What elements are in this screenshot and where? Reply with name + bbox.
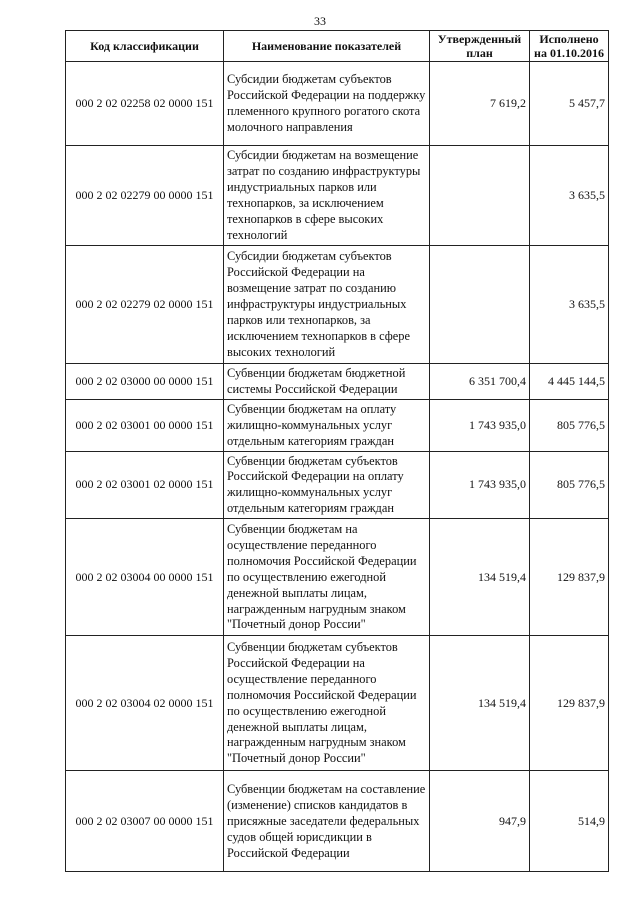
table-row xyxy=(66,636,609,771)
table-row xyxy=(66,62,609,146)
row-plan: 134 519,4 xyxy=(430,636,530,771)
row-executed: 805 776,5 xyxy=(530,451,609,519)
row-code: 000 2 02 03007 00 0000 151 xyxy=(66,771,224,872)
row-executed: 4 445 144,5 xyxy=(530,364,609,400)
row-plan: 1 743 935,0 xyxy=(430,451,530,519)
table-row xyxy=(66,771,609,872)
table-row xyxy=(66,519,609,636)
row-plan xyxy=(430,146,530,246)
row-plan: 7 619,2 xyxy=(430,62,530,146)
row-code: 000 2 02 02279 00 0000 151 xyxy=(66,146,224,246)
row-name: Субсидии бюджетам субъектов Российской Федерации на возмещение затрат по созданию инфраструктуры индустриальных парков или технопарков, за исключением технопарков в сфере высоких технологий xyxy=(224,246,430,364)
row-executed: 3 635,5 xyxy=(530,246,609,364)
row-plan: 947,9 xyxy=(430,771,530,872)
row-code: 000 2 02 02279 02 0000 151 xyxy=(66,246,224,364)
header-name: Наименование показателей xyxy=(224,31,430,62)
page-number: 33 xyxy=(314,14,326,28)
header-executed: Исполнено на 01.10.2016 xyxy=(530,31,609,62)
row-name: Субвенции бюджетам на осуществление переданного полномочия Российской Федерации по осуществлению ежегодной денежной выплаты лицам, награжденным нагрудным знаком "Почетный донор России" xyxy=(224,519,430,636)
row-name: Субвенции бюджетам на составление (изменение) списков кандидатов в присяжные заседатели федеральных судов общей юрисдикции в Российской Федерации xyxy=(224,771,430,872)
table-row xyxy=(66,399,609,451)
row-name: Субвенции бюджетам бюджетной системы Российской Федерации xyxy=(224,364,430,400)
header-plan: Утвержденный план xyxy=(430,31,530,62)
row-name: Субсидии бюджетам на возмещение затрат по созданию инфраструктуры индустриальных парков или технопарков, за исключением технопарков в сфере высоких технологий xyxy=(224,146,430,246)
row-plan xyxy=(430,246,530,364)
row-code: 000 2 02 02258 02 0000 151 xyxy=(66,62,224,146)
row-executed: 129 837,9 xyxy=(530,636,609,771)
row-name: Субвенции бюджетам субъектов Российской Федерации на оплату жилищно-коммунальных услуг отдельным категориям граждан xyxy=(224,451,430,519)
table-row xyxy=(66,246,609,364)
row-name: Субвенции бюджетам на оплату жилищно-коммунальных услуг отдельным категориям граждан xyxy=(224,399,430,451)
row-name: Субсидии бюджетам субъектов Российской Федерации на поддержку племенного крупного рогатого скота молочного направления xyxy=(224,62,430,146)
row-name: Субвенции бюджетам субъектов Российской Федерации на осуществление переданного полномочия Российской Федерации по осуществлению ежегодной денежной выплаты лицам, награжденным нагрудным знаком "Почетный донор России" xyxy=(224,636,430,771)
row-plan: 6 351 700,4 xyxy=(430,364,530,400)
row-code: 000 2 02 03004 00 0000 151 xyxy=(66,519,224,636)
table-row xyxy=(66,364,609,400)
row-plan: 134 519,4 xyxy=(430,519,530,636)
table-row xyxy=(66,146,609,246)
row-code: 000 2 02 03001 00 0000 151 xyxy=(66,399,224,451)
row-executed: 514,9 xyxy=(530,771,609,872)
report-table xyxy=(65,30,609,872)
row-plan: 1 743 935,0 xyxy=(430,399,530,451)
row-executed: 129 837,9 xyxy=(530,519,609,636)
row-code: 000 2 02 03004 02 0000 151 xyxy=(66,636,224,771)
row-executed: 3 635,5 xyxy=(530,146,609,246)
table-row xyxy=(66,451,609,519)
row-code: 000 2 02 03000 00 0000 151 xyxy=(66,364,224,400)
header-code: Код классификации xyxy=(66,31,224,62)
row-executed: 805 776,5 xyxy=(530,399,609,451)
row-code: 000 2 02 03001 02 0000 151 xyxy=(66,451,224,519)
row-executed: 5 457,7 xyxy=(530,62,609,146)
header-row xyxy=(66,31,609,62)
